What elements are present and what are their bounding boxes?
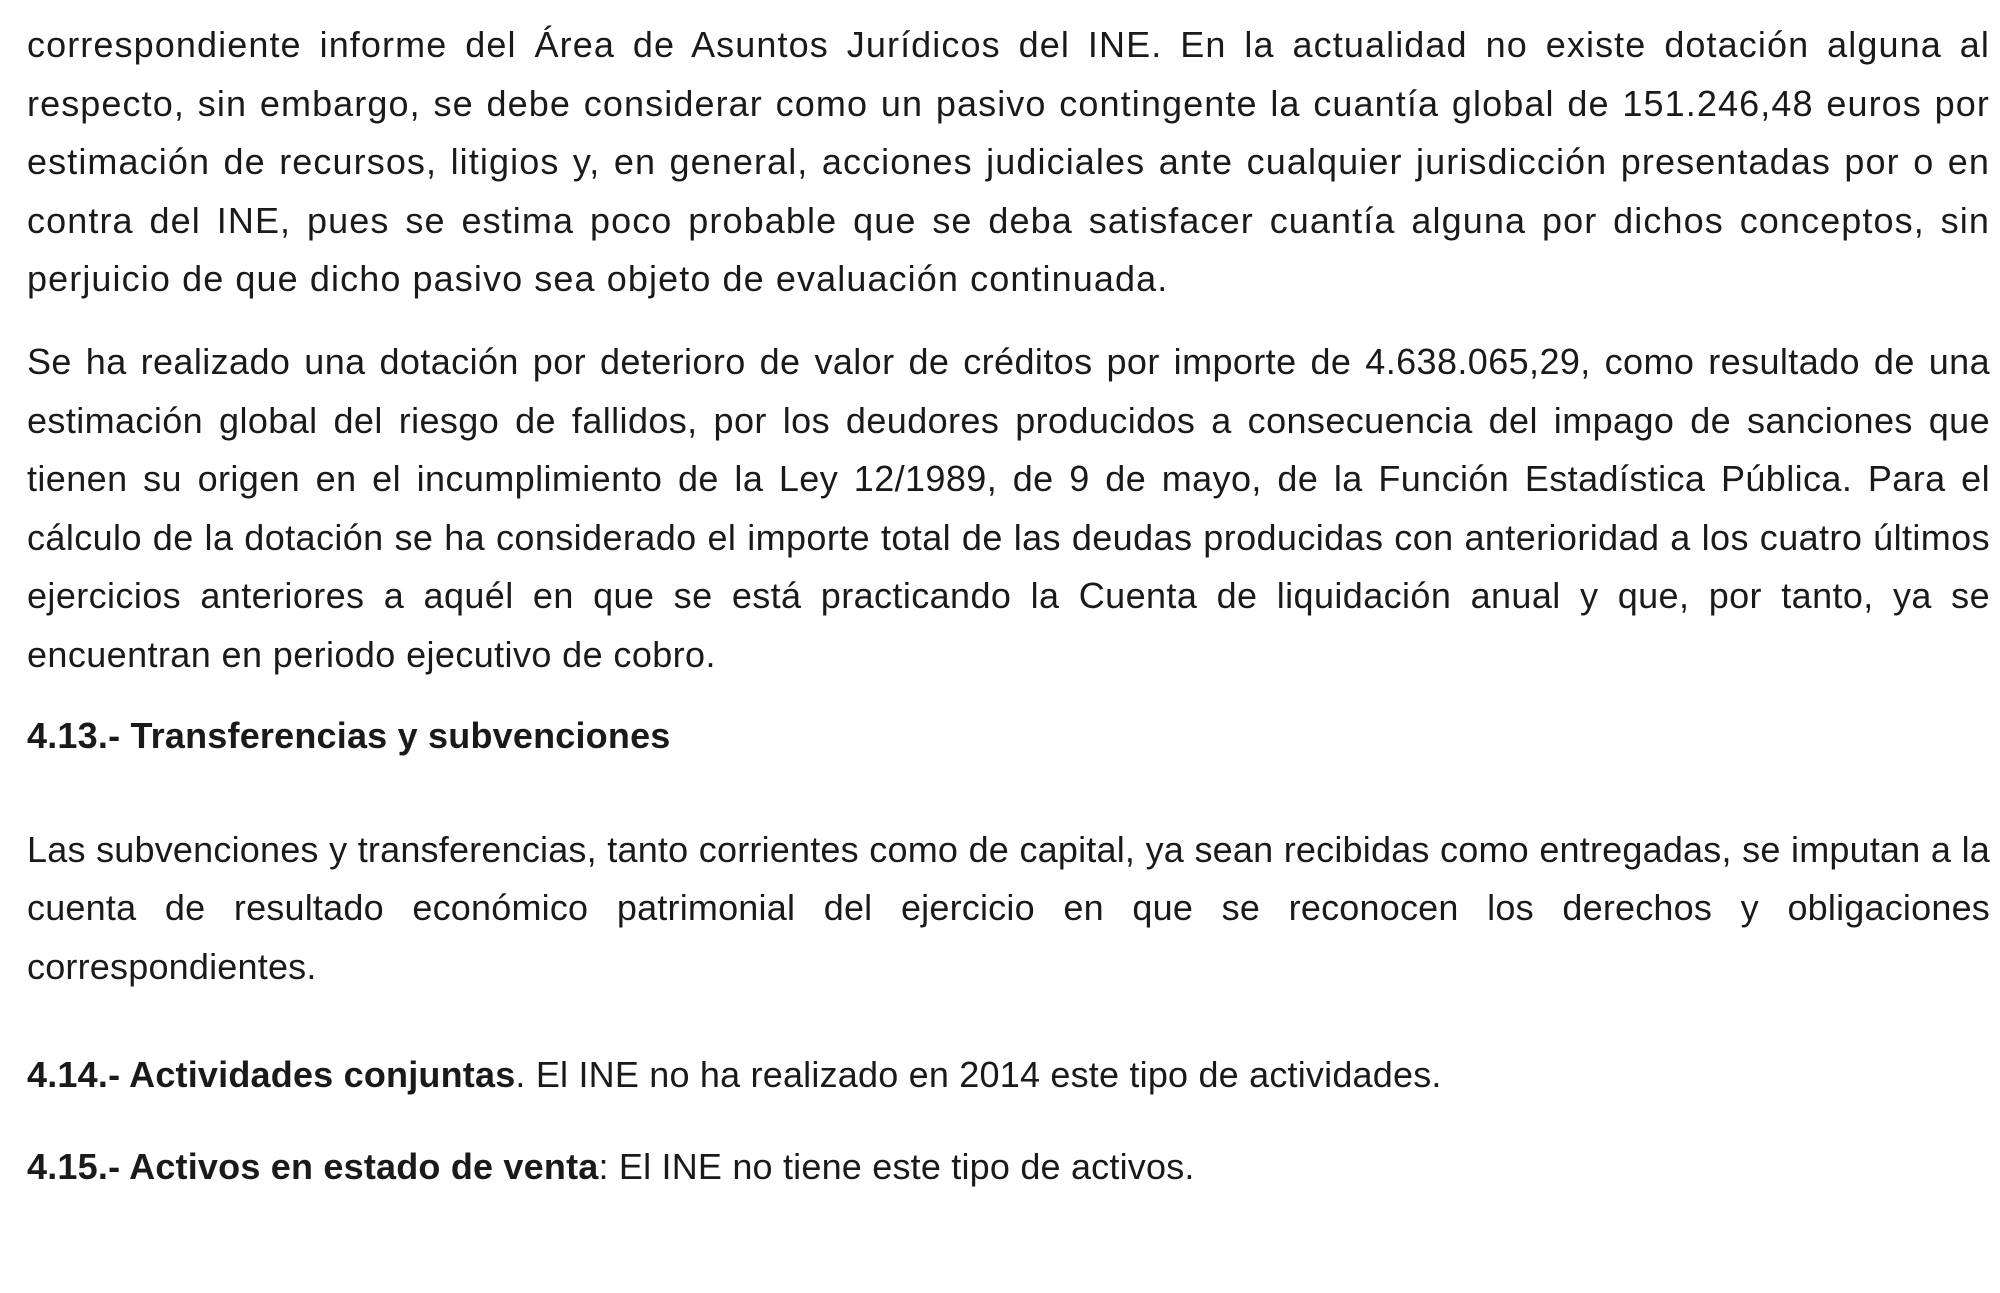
section-heading-4-13: 4.13.- Transferencias y subvenciones xyxy=(27,714,671,756)
section-heading-4-14: 4.14.- Actividades conjuntas xyxy=(27,1054,516,1096)
section-heading-4-15: 4.15.- Activos en estado de venta xyxy=(27,1146,599,1188)
document-page xyxy=(27,16,1990,1196)
section-4-15-separator: : xyxy=(598,1146,619,1188)
section-4-14-separator: . xyxy=(515,1054,536,1096)
section-4-15-body: El INE no tiene este tipo de activos. xyxy=(618,1146,1195,1188)
section-4-14 xyxy=(27,1046,1990,1104)
paragraph-credit-impairment: Se ha realizado una dotación por deterioro de valor de créditos por importe de 4.638.065,29, como resultado de una estimación global del riesgo de fallidos, por los deudores producidos a consecuencia del impago de sanciones que tienen su origen en el incumplimiento de la Ley 12/1989, de 9 de mayo, de la Función Estadística Pública. Para el cálculo de la dotación se ha considerado el importe total de las deudas producidas con anterioridad a los cuatro últimos ejercicios anteriores a aquél en que se está practicando la Cuenta de liquidación anual y que, por tanto, ya se encuentran en periodo ejecutivo de cobro. xyxy=(27,340,1990,675)
section-4-15 xyxy=(27,1138,1990,1196)
paragraph-contingent-liability: correspondiente informe del Área de Asuntos Jurídicos del INE. En la actualidad no existe dotación alguna al respecto, sin embargo, se debe considerar como un pasivo contingente la cuantía global de 151.246,48 euros por estimación de recursos, litigios y, en general, acciones judiciales ante cualquier jurisdicción presentadas por o en contra del INE, pues se estima poco probable que se deba satisfacer cuantía alguna por dichos conceptos, sin perjuicio de que dicho pasivo sea objeto de evaluación continuada. xyxy=(27,24,1990,300)
section-4-14-body: El INE no ha realizado en 2014 este tipo de actividades. xyxy=(535,1054,1442,1096)
paragraph-transfers-subsidies: Las subvenciones y transferencias, tanto corrientes como de capital, ya sean recibidas como entregadas, se imputan a la cuenta de resultado económico patrimonial del ejercicio en que se reconocen los derechos y obligaciones correspondientes. xyxy=(27,828,1990,987)
